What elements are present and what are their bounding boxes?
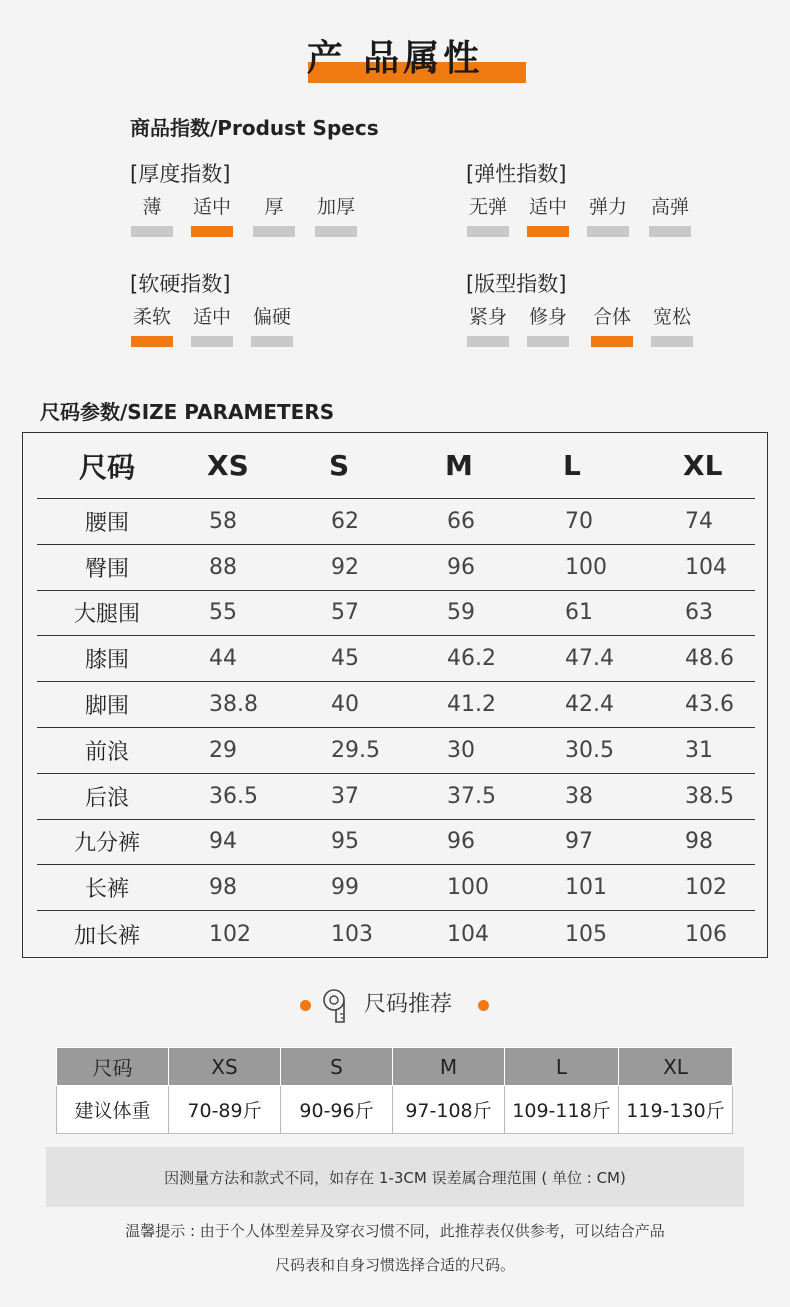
recommend-header-cell: L	[505, 1048, 619, 1086]
spec-option	[190, 304, 234, 347]
spec-option-label: 弹力	[588, 196, 627, 218]
size-table-cell: 29.5	[331, 737, 380, 763]
size-table-cell: 98	[685, 829, 713, 855]
spec-group	[130, 160, 390, 248]
spec-group-title: [弹性指数]	[466, 162, 567, 186]
size-table-cell: 30	[447, 737, 475, 763]
spec-option-label: 厚	[264, 196, 284, 218]
spec-group-title: [软硬指数]	[130, 272, 231, 296]
spec-option-label: 适中	[528, 196, 567, 218]
size-table-cell: 58	[209, 508, 237, 534]
size-table-cell: 37.5	[447, 783, 496, 809]
spec-option-label: 偏硬	[252, 306, 291, 328]
size-table-row-label: 前浪	[84, 739, 129, 765]
spec-group	[466, 160, 726, 248]
spec-option-bar	[527, 226, 569, 237]
spec-option-selected	[526, 194, 570, 237]
size-table-cell: XS	[207, 449, 249, 482]
spec-option-bar	[315, 226, 357, 237]
size-table-cell: 40	[331, 692, 359, 718]
size-table-cell: 63	[685, 600, 713, 626]
recommend-weight-cell: 90-96斤	[281, 1086, 393, 1134]
spec-group-title: [版型指数]	[466, 272, 567, 296]
size-table-cell: 61	[565, 600, 593, 626]
decor-dot-left	[300, 1000, 311, 1011]
size-table-row	[37, 728, 755, 774]
size-table-row	[37, 499, 755, 545]
size-table-cell: 99	[331, 875, 359, 901]
size-table-row	[37, 636, 755, 682]
recommend-header-cell: S	[281, 1048, 393, 1086]
size-table-cell: 104	[685, 554, 727, 580]
spec-option-label: 适中	[192, 306, 231, 328]
size-table-cell: 46.2	[447, 646, 496, 672]
size-table-row	[37, 682, 755, 728]
spec-option-bar	[131, 336, 173, 347]
size-table-cell: M	[445, 449, 473, 482]
size-table-cell: 96	[447, 554, 475, 580]
size-table-cell: 100	[447, 875, 489, 901]
spec-option	[250, 304, 294, 347]
spec-group	[466, 270, 726, 358]
recommend-weight-cell: 70-89斤	[169, 1086, 281, 1134]
recommend-table-header	[57, 1048, 733, 1086]
spec-option-bar	[467, 226, 509, 237]
tip-line-1: 温馨提示 : 由于个人体型差异及穿衣习惯不同，此推荐表仅供参考，可以结合产品	[125, 1222, 665, 1240]
spec-option-selected	[190, 194, 234, 237]
spec-option-label: 紧身	[468, 306, 507, 328]
recommend-table-row	[57, 1086, 733, 1134]
spec-option-bar	[591, 336, 633, 347]
recommend-row-label: 建议体重	[57, 1086, 169, 1134]
size-table-row-label: 膝围	[84, 648, 129, 674]
spec-option	[650, 304, 694, 347]
size-table-cell: 31	[685, 737, 713, 763]
size-table-row-label: 后浪	[84, 785, 129, 811]
size-table-cell: 105	[565, 921, 607, 947]
size-table-row	[37, 591, 755, 637]
spec-option-bar	[651, 336, 693, 347]
size-table-row-label: 长裤	[84, 877, 129, 903]
size-table-cell: 70	[565, 508, 593, 534]
size-table-cell: L	[563, 449, 581, 482]
spec-option-bar	[253, 226, 295, 237]
recommend-header-cell: XS	[169, 1048, 281, 1086]
size-table-row	[37, 911, 755, 957]
size-table-cell: 102	[685, 875, 727, 901]
spec-option	[130, 194, 174, 237]
spec-option-bar	[191, 226, 233, 237]
size-table-row-label: 加长裤	[73, 923, 140, 949]
spec-option	[314, 194, 358, 237]
size-table-cell: 30.5	[565, 737, 614, 763]
tip-line-2: 尺码表和自身习惯选择合适的尺码。	[274, 1256, 515, 1274]
size-table-cell: 57	[331, 600, 359, 626]
spec-option-bar	[191, 336, 233, 347]
size-table-row	[37, 865, 755, 911]
spec-option	[586, 194, 630, 237]
size-table-cell: 74	[685, 508, 713, 534]
size-table-cell: 36.5	[209, 783, 258, 809]
recommend-table	[56, 1047, 733, 1134]
size-table-cell: 44	[209, 646, 237, 672]
size-table-cell: 38	[565, 783, 593, 809]
spec-option-label: 薄	[142, 196, 162, 218]
size-table-cell: 92	[331, 554, 359, 580]
size-table-row-label: 腰围	[84, 510, 129, 536]
specs-heading: 商品指数/Produst Specs	[130, 116, 379, 140]
size-table-cell: 41.2	[447, 692, 496, 718]
spec-option-bar	[131, 226, 173, 237]
spec-option-bar	[467, 336, 509, 347]
size-table-cell: 38.8	[209, 692, 258, 718]
recommend-weight-cell: 97-108斤	[393, 1086, 505, 1134]
size-table-header	[37, 433, 755, 499]
spec-option-label: 柔软	[132, 306, 171, 328]
size-table-cell: 37	[331, 783, 359, 809]
recommend-header-cell: XL	[619, 1048, 733, 1086]
size-table-row	[37, 820, 755, 866]
recommend-heading-block	[0, 988, 790, 1024]
size-table-cell: S	[329, 449, 350, 482]
size-table-cell: 38.5	[685, 783, 734, 809]
spec-option-selected	[590, 304, 634, 347]
size-table-cell: 103	[331, 921, 373, 947]
size-table-cell: 102	[209, 921, 251, 947]
size-table-cell: 55	[209, 600, 237, 626]
spec-option-bar	[587, 226, 629, 237]
page-title: 产 品属性	[306, 38, 484, 79]
size-table-cell: XL	[683, 449, 723, 482]
spec-option	[648, 194, 692, 237]
spec-group-title: [厚度指数]	[130, 162, 231, 186]
size-table-cell: 59	[447, 600, 475, 626]
size-table-row-label: 脚围	[84, 694, 129, 720]
spec-group	[130, 270, 390, 358]
size-table-cell: 97	[565, 829, 593, 855]
size-table-cell: 29	[209, 737, 237, 763]
spec-option	[466, 304, 510, 347]
size-table-row	[37, 774, 755, 820]
size-table	[22, 432, 768, 958]
spec-option-selected	[130, 304, 174, 347]
size-table-row-label: 尺码	[78, 450, 135, 484]
size-table-cell: 100	[565, 554, 607, 580]
size-table-cell: 66	[447, 508, 475, 534]
size-table-row	[37, 545, 755, 591]
page-title-block	[0, 36, 790, 86]
size-heading: 尺码参数/SIZE PARAMETERS	[40, 400, 335, 424]
spec-option-bar	[649, 226, 691, 237]
size-table-cell: 88	[209, 554, 237, 580]
size-table-cell: 95	[331, 829, 359, 855]
spec-option-bar	[251, 336, 293, 347]
size-table-cell: 104	[447, 921, 489, 947]
size-table-row-label: 臀围	[84, 556, 129, 582]
spec-option	[252, 194, 296, 237]
size-table-cell: 45	[331, 646, 359, 672]
spec-option	[466, 194, 510, 237]
spec-option-label: 高弹	[650, 196, 689, 218]
recommend-weight-cell: 119-130斤	[619, 1086, 733, 1134]
recommend-weight-cell: 109-118斤	[505, 1086, 619, 1134]
spec-option	[526, 304, 570, 347]
size-table-cell: 98	[209, 875, 237, 901]
decor-dot-right	[478, 1000, 489, 1011]
spec-option-label: 无弹	[468, 196, 507, 218]
size-table-cell: 62	[331, 508, 359, 534]
spec-option-label: 修身	[528, 306, 567, 328]
spec-option-bar	[527, 336, 569, 347]
size-table-cell: 94	[209, 829, 237, 855]
size-table-cell: 48.6	[685, 646, 734, 672]
size-table-cell: 42.4	[565, 692, 614, 718]
measuring-tape-icon	[322, 988, 354, 1024]
size-table-cell: 47.4	[565, 646, 614, 672]
spec-option-label: 加厚	[316, 196, 355, 218]
recommend-header-cell: M	[393, 1048, 505, 1086]
size-table-cell: 43.6	[685, 692, 734, 718]
spec-option-label: 适中	[192, 196, 231, 218]
recommend-header-cell: 尺码	[57, 1048, 169, 1086]
size-table-cell: 101	[565, 875, 607, 901]
size-table-row-label: 大腿围	[73, 602, 140, 628]
measurement-notice: 因测量方法和款式不同，如存在 1-3CM 误差属合理范围 ( 单位 : CM)	[46, 1147, 744, 1207]
size-table-cell: 106	[685, 921, 727, 947]
recommend-heading: 尺码推荐	[364, 992, 453, 1017]
spec-option-label: 宽松	[652, 306, 691, 328]
size-table-cell: 96	[447, 829, 475, 855]
spec-option-label: 合体	[592, 306, 631, 328]
size-table-row-label: 九分裤	[73, 831, 140, 857]
